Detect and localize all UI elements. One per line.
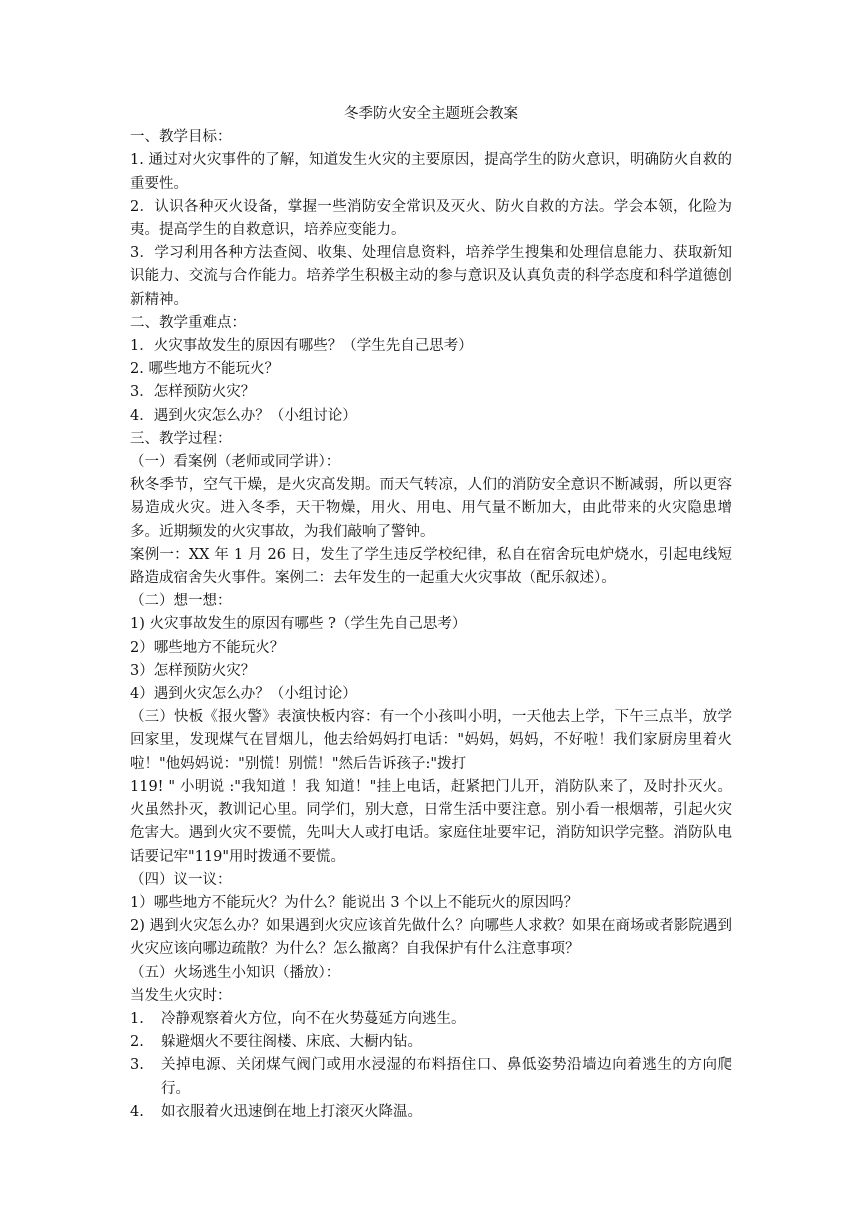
subsection-heading-think: （二）想一想：	[130, 593, 232, 610]
list-item	[130, 1101, 732, 1124]
kuaiban-paragraph-2: 119! " 小明说 :"我知道 ！我 知道！"挂上电话，赶紧把门儿开，消防队来了，及时扑灭火。火虽然扑灭，教训记心里。同学们，别大意，日常生活中要注意。别小看一根烟蒂，引起火灾危害大。遇到火灾不要慌，先叫大人或打电话。家庭住址要牢记，消防知识学完整。消防队电话要记牢"119"用时拨通不要慌。	[130, 778, 732, 865]
list-item	[130, 1031, 732, 1054]
subsection-heading-cases: （一）看案例（老师或同学讲）：	[130, 454, 341, 471]
discuss-item-1: 1）哪些地方不能玩火？为什么？能说出 3 个以上不能玩火的原因吗？	[130, 894, 579, 911]
cases-paragraph: 案例一：XX 年 1 月 26 日，发生了学生违反学校纪律，私自在宿舍玩电炉烧水，引起电线短路造成宿舍失火事件。案例二：去年发生的一起重大火灾事故（配乐叙述）。	[130, 546, 732, 587]
objective-item-1: 1. 通过对火灾事件的了解，知道发生火灾的主要原因，提高学生的防火意识，明确防火自救的重要性。	[130, 152, 732, 192]
key-point-item-2: 2. 哪些地方不能玩火？	[130, 361, 279, 378]
objective-item-3: 3．学习利用各种方法查阅、收集、处理信息资料，培养学生搜集和处理信息能力、获取新知识能力、交流与合作能力。培养学生积极主动的参与意识及认真负责的科学态度和科学道德创新精神。	[130, 245, 732, 308]
subsection-heading-escape: （五）火场逃生小知识（播放）：	[130, 964, 341, 981]
list-item-text: 躲避烟火不要往阁楼、床底、大橱内钻。	[161, 1034, 422, 1051]
document-title: 冬季防火安全主题班会教案	[344, 106, 518, 122]
escape-intro: 当发生火灾时：	[130, 987, 232, 1004]
list-item-text: 冷静观察着火方位，向不在火势蔓延方向逃生。	[161, 1010, 466, 1027]
think-item-3: 3）怎样预防火灾？	[130, 662, 256, 679]
list-item	[130, 1008, 732, 1031]
key-point-item-4: 4．遇到火灾怎么办？（小组讨论）	[130, 407, 357, 424]
think-item-1: 1) 火灾事故发生的原因有哪些 ?（学生先自己思考）	[130, 616, 467, 633]
list-item	[130, 1054, 732, 1100]
think-item-2: 2）哪些地方不能玩火？	[130, 639, 285, 656]
list-item-text: 关掉电源、关闭煤气阀门或用水浸湿的布料捂住口、鼻低姿势沿墙边向着逃生的方向爬行。	[161, 1057, 732, 1097]
section-heading-process: 三、教学过程：	[130, 430, 232, 447]
list-item-number: 4.	[130, 1103, 144, 1120]
document-page	[130, 103, 732, 1124]
list-item-text: 如衣服着火迅速倒在地上打滚灭火降温。	[161, 1103, 422, 1120]
escape-tips-list	[130, 1008, 732, 1124]
list-item-number: 2.	[130, 1034, 144, 1051]
key-point-item-1: 1．火灾事故发生的原因有哪些？（学生先自己思考）	[130, 338, 473, 355]
cases-intro-paragraph: 秋冬季节，空气干燥，是火灾高发期。而天气转凉，人们的消防安全意识不断减弱，所以更容易造成火灾。进入冬季，天干物燥，用火、用电、用气量不断加大，由此带来的火灾隐患增多。近期频发的火灾事故，为我们敲响了警钟。	[130, 477, 732, 540]
discuss-item-2: 2) 遇到火灾怎么办？如果遇到火灾应该首先做什么？向哪些人求救？如果在商场或者影院遇到火灾应该向哪边疏散？为什么？怎么撤离？自我保护有什么注意事项？	[130, 918, 732, 958]
section-heading-key-points: 二、教学重难点：	[130, 314, 246, 331]
subsection-heading-discuss: （四）议一议：	[130, 871, 232, 888]
key-point-item-3: 3．怎样预防火灾？	[130, 384, 256, 401]
list-item-number: 3.	[130, 1057, 144, 1074]
think-item-4: 4）遇到火灾怎么办？（小组讨论）	[130, 686, 357, 703]
section-heading-objectives: 一、教学目标：	[130, 129, 232, 146]
list-item-number: 1.	[130, 1010, 144, 1027]
objective-item-2: 2．认识各种灭火设备，掌握一些消防安全常识及灭火、防火自救的方法。学会本领，化险为夷。提高学生的自救意识，培养应变能力。	[130, 198, 732, 239]
kuaiban-paragraph-1: （三）快板《报火警》表演快板内容：有一个小孩叫小明，一天他去上学，下午三点半，放学回家里，发现煤气在冒烟儿，他去给妈妈打电话："妈妈，妈妈，不好啦！我们家厨房里着火啦！"他妈妈说："别慌！别慌！"然后告诉孩子:"拨打	[130, 709, 732, 772]
